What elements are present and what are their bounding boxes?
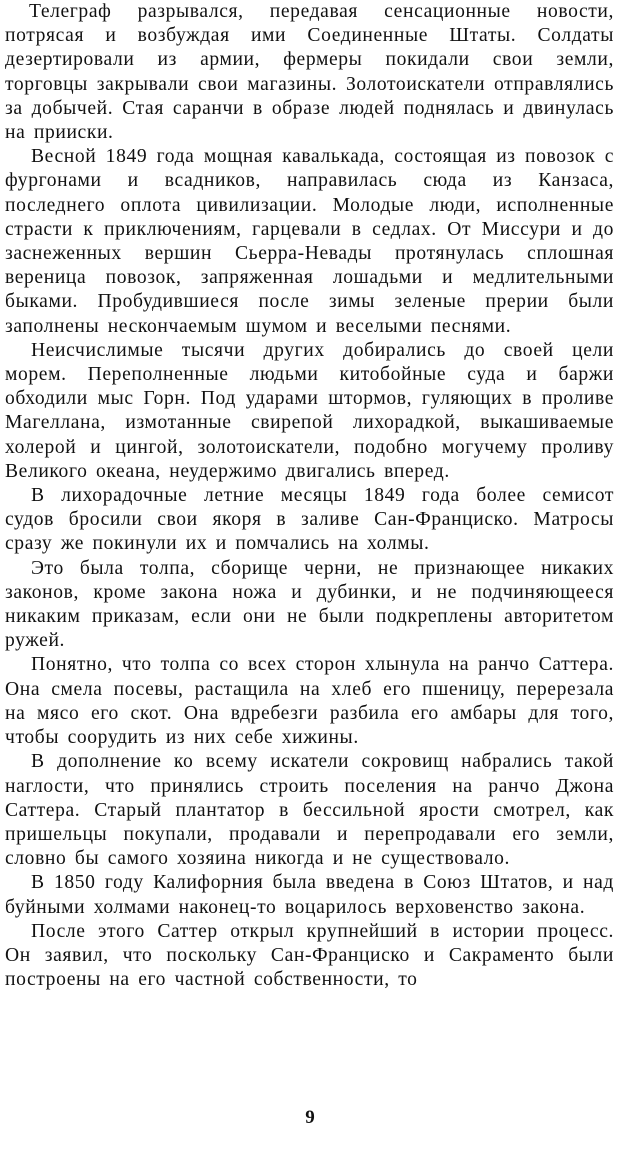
paragraph-6: Понятно, что толпа со всех сторон хлынула на ранчо Саттера. Она смела посевы, растащила на хлеб его пшеницу, перерезала на мясо его скот. Она вдребезги разбила его амбары для того, чтобы соорудить из них себе хижины. [5, 654, 614, 749]
paragraph-9: После этого Саттер открыл крупнейший в истории процесс. Он заявил, что поскольку Сан-Франциско и Сакраменто были построены на его частной собственности, то [5, 920, 614, 991]
body-text [5, 0, 614, 992]
paragraph-1: Телеграф разрывался, передавая сенсационные новости, потрясая и возбуждая ими Соединенные Штаты. Солдаты дезертировали из армии, фермеры покидали свои земли, торговцы закрывали свои магазины. Золотоискатели отправлялись за добычей. Стая саранчи в образе людей поднялась и двинулась на прииски. [5, 1, 614, 144]
paragraph-2: Весной 1849 года мощная кавалькада, состоящая из повозок с фургонами и всадников, направилась сюда из Канзаса, последнего оплота цивилизации. Молодые люди, исполненные страсти к приключениям, гарцевали в седлах. От Миссури и до заснеженных вершин Сьерра-Невады протянулась сплошная вереница повозок, запряженная лошадьми и медлительными быками. Пробудившиеся после зимы зеленые прерии были заполнены нескончаемым шумом и веселыми песнями. [5, 146, 614, 337]
paragraph-7: В дополнение ко всему искатели сокровищ набрались такой наглости, что принялись строить поселения на ранчо Джона Саттера. Старый плантатор в бессильной ярости смотрел, как пришельцы покупали, продавали и перепродавали его земли, словно бы самого хозяина никогда и не существовало. [5, 751, 614, 870]
page-number: 9 [305, 1107, 315, 1128]
paragraph-4: В лихорадочные летние месяцы 1849 года более семисот судов бросили свои якоря в заливе Сан-Франциско. Матросы сразу же покинули их и помчались на холмы. [5, 485, 614, 555]
paragraph-3: Неисчислимые тысячи других добирались до своей цели морем. Переполненные людьми китобойные суда и баржи обходили мыс Горн. Под ударами штормов, гуляющих в проливе Магеллана, измотанные свирепой лихорадкой, выкашиваемые холерой и цингой, золотоискатели, подобно могучему проливу Великого океана, неудержимо двигались вперед. [5, 339, 614, 482]
paragraph-8: В 1850 году Калифорния была введена в Союз Штатов, и над буйными холмами наконец-то воцарилось верховенство закона. [5, 872, 614, 918]
paragraph-5: Это была толпа, сборище черни, не признающее никаких законов, кроме закона ножа и дубинки, и не подчиняющееся никаким приказам, если они не были подкреплены авторитетом ружей. [5, 557, 614, 652]
